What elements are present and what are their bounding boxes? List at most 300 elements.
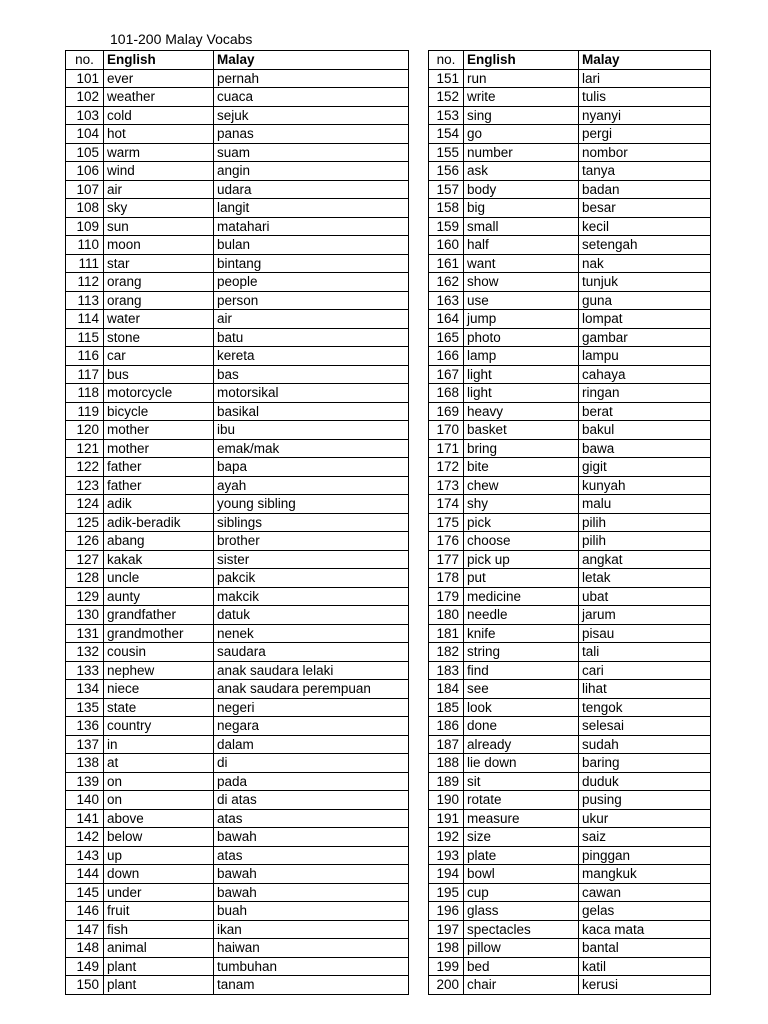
english-word: basket bbox=[464, 421, 579, 440]
table-row bbox=[66, 754, 409, 773]
english-word: size bbox=[464, 828, 579, 847]
english-word: look bbox=[464, 698, 579, 717]
table-row bbox=[429, 384, 711, 403]
table-row bbox=[429, 883, 711, 902]
row-number: 162 bbox=[429, 273, 464, 292]
table-row bbox=[66, 532, 409, 551]
row-number: 170 bbox=[429, 421, 464, 440]
table-row bbox=[429, 680, 711, 699]
malay-word: guna bbox=[579, 291, 711, 310]
english-word: adik bbox=[104, 495, 214, 514]
table-row bbox=[66, 476, 409, 495]
malay-word: cahaya bbox=[579, 365, 711, 384]
row-number: 118 bbox=[66, 384, 104, 403]
english-word: grandfather bbox=[104, 606, 214, 625]
table-header-row bbox=[66, 51, 409, 70]
english-word: niece bbox=[104, 680, 214, 699]
table-row bbox=[66, 347, 409, 366]
malay-word: tunjuk bbox=[579, 273, 711, 292]
table-row bbox=[66, 458, 409, 477]
row-number: 133 bbox=[66, 661, 104, 680]
malay-word: panas bbox=[214, 125, 409, 144]
table-row bbox=[429, 421, 711, 440]
table-row bbox=[429, 587, 711, 606]
malay-word: angkat bbox=[579, 550, 711, 569]
table-row bbox=[66, 957, 409, 976]
english-word: knife bbox=[464, 624, 579, 643]
row-number: 129 bbox=[66, 587, 104, 606]
table-row bbox=[66, 513, 409, 532]
table-row bbox=[66, 976, 409, 995]
table-row bbox=[429, 291, 711, 310]
english-word: find bbox=[464, 661, 579, 680]
english-word: half bbox=[464, 236, 579, 255]
row-number: 150 bbox=[66, 976, 104, 995]
malay-word: ayah bbox=[214, 476, 409, 495]
malay-word: air bbox=[214, 310, 409, 329]
table-row bbox=[66, 772, 409, 791]
row-number: 107 bbox=[66, 180, 104, 199]
english-word: moon bbox=[104, 236, 214, 255]
vocab-table-right bbox=[428, 50, 711, 995]
row-number: 184 bbox=[429, 680, 464, 699]
row-number: 151 bbox=[429, 69, 464, 88]
row-number: 153 bbox=[429, 106, 464, 125]
row-number: 190 bbox=[429, 791, 464, 810]
header-no: no. bbox=[66, 51, 104, 70]
english-word: country bbox=[104, 717, 214, 736]
malay-word: buah bbox=[214, 902, 409, 921]
row-number: 148 bbox=[66, 939, 104, 958]
english-word: heavy bbox=[464, 402, 579, 421]
row-number: 127 bbox=[66, 550, 104, 569]
row-number: 159 bbox=[429, 217, 464, 236]
row-number: 157 bbox=[429, 180, 464, 199]
malay-word: gelas bbox=[579, 902, 711, 921]
malay-word: matahari bbox=[214, 217, 409, 236]
table-row bbox=[66, 865, 409, 884]
english-word: pick up bbox=[464, 550, 579, 569]
row-number: 183 bbox=[429, 661, 464, 680]
row-number: 106 bbox=[66, 162, 104, 181]
english-word: wind bbox=[104, 162, 214, 181]
table-row bbox=[66, 791, 409, 810]
row-number: 134 bbox=[66, 680, 104, 699]
english-word: ask bbox=[464, 162, 579, 181]
table-row bbox=[66, 439, 409, 458]
row-number: 171 bbox=[429, 439, 464, 458]
table-row bbox=[429, 643, 711, 662]
malay-word: motorsikal bbox=[214, 384, 409, 403]
malay-word: haiwan bbox=[214, 939, 409, 958]
english-word: lie down bbox=[464, 754, 579, 773]
english-word: bowl bbox=[464, 865, 579, 884]
malay-word: people bbox=[214, 273, 409, 292]
english-word: cold bbox=[104, 106, 214, 125]
english-word: up bbox=[104, 846, 214, 865]
english-word: sky bbox=[104, 199, 214, 218]
table-row bbox=[429, 106, 711, 125]
malay-word: gambar bbox=[579, 328, 711, 347]
english-word: choose bbox=[464, 532, 579, 551]
table-row bbox=[429, 310, 711, 329]
row-number: 126 bbox=[66, 532, 104, 551]
row-number: 103 bbox=[66, 106, 104, 125]
english-word: write bbox=[464, 88, 579, 107]
english-word: string bbox=[464, 643, 579, 662]
english-word: plant bbox=[104, 957, 214, 976]
english-word: photo bbox=[464, 328, 579, 347]
malay-word: tulis bbox=[579, 88, 711, 107]
malay-word: lompat bbox=[579, 310, 711, 329]
row-number: 188 bbox=[429, 754, 464, 773]
english-word: under bbox=[104, 883, 214, 902]
malay-word: kunyah bbox=[579, 476, 711, 495]
row-number: 167 bbox=[429, 365, 464, 384]
row-number: 168 bbox=[429, 384, 464, 403]
english-word: car bbox=[104, 347, 214, 366]
table-row bbox=[66, 106, 409, 125]
english-word: run bbox=[464, 69, 579, 88]
english-word: uncle bbox=[104, 569, 214, 588]
row-number: 198 bbox=[429, 939, 464, 958]
malay-word: kaca mata bbox=[579, 920, 711, 939]
malay-word: lampu bbox=[579, 347, 711, 366]
english-word: adik-beradik bbox=[104, 513, 214, 532]
malay-word: letak bbox=[579, 569, 711, 588]
row-number: 111 bbox=[66, 254, 104, 273]
header-malay: Malay bbox=[214, 51, 409, 70]
english-word: small bbox=[464, 217, 579, 236]
table-row bbox=[429, 513, 711, 532]
table-row bbox=[429, 254, 711, 273]
table-row bbox=[66, 143, 409, 162]
row-number: 114 bbox=[66, 310, 104, 329]
row-number: 186 bbox=[429, 717, 464, 736]
malay-word: gigit bbox=[579, 458, 711, 477]
table-row bbox=[429, 402, 711, 421]
row-number: 194 bbox=[429, 865, 464, 884]
table-row bbox=[66, 125, 409, 144]
malay-word: siblings bbox=[214, 513, 409, 532]
malay-word: sister bbox=[214, 550, 409, 569]
row-number: 199 bbox=[429, 957, 464, 976]
english-word: above bbox=[104, 809, 214, 828]
table-row bbox=[66, 680, 409, 699]
table-row bbox=[66, 550, 409, 569]
table-row bbox=[66, 328, 409, 347]
english-word: rotate bbox=[464, 791, 579, 810]
english-word: kakak bbox=[104, 550, 214, 569]
malay-word: besar bbox=[579, 199, 711, 218]
table-row bbox=[429, 217, 711, 236]
english-word: water bbox=[104, 310, 214, 329]
english-word: pillow bbox=[464, 939, 579, 958]
row-number: 123 bbox=[66, 476, 104, 495]
table-row bbox=[66, 587, 409, 606]
malay-word: malu bbox=[579, 495, 711, 514]
table-row bbox=[66, 717, 409, 736]
english-word: abang bbox=[104, 532, 214, 551]
table-row bbox=[66, 624, 409, 643]
table-row bbox=[429, 69, 711, 88]
english-word: mother bbox=[104, 439, 214, 458]
english-word: nephew bbox=[104, 661, 214, 680]
english-word: plant bbox=[104, 976, 214, 995]
malay-word: sudah bbox=[579, 735, 711, 754]
english-word: medicine bbox=[464, 587, 579, 606]
malay-word: atas bbox=[214, 846, 409, 865]
table-row bbox=[429, 273, 711, 292]
malay-word: person bbox=[214, 291, 409, 310]
row-number: 138 bbox=[66, 754, 104, 773]
malay-word: anak saudara perempuan bbox=[214, 680, 409, 699]
table-row bbox=[429, 957, 711, 976]
row-number: 142 bbox=[66, 828, 104, 847]
english-word: pick bbox=[464, 513, 579, 532]
malay-word: tengok bbox=[579, 698, 711, 717]
row-number: 164 bbox=[429, 310, 464, 329]
malay-word: bas bbox=[214, 365, 409, 384]
english-word: ever bbox=[104, 69, 214, 88]
row-number: 165 bbox=[429, 328, 464, 347]
malay-word: pernah bbox=[214, 69, 409, 88]
malay-word: pilih bbox=[579, 513, 711, 532]
english-word: bus bbox=[104, 365, 214, 384]
malay-word: lari bbox=[579, 69, 711, 88]
row-number: 156 bbox=[429, 162, 464, 181]
malay-word: pinggan bbox=[579, 846, 711, 865]
english-word: spectacles bbox=[464, 920, 579, 939]
row-number: 187 bbox=[429, 735, 464, 754]
table-row bbox=[66, 939, 409, 958]
table-row bbox=[429, 328, 711, 347]
malay-word: udara bbox=[214, 180, 409, 199]
malay-word: di atas bbox=[214, 791, 409, 810]
english-word: star bbox=[104, 254, 214, 273]
table-row bbox=[66, 162, 409, 181]
row-number: 191 bbox=[429, 809, 464, 828]
table-row bbox=[429, 865, 711, 884]
table-row bbox=[66, 88, 409, 107]
row-number: 147 bbox=[66, 920, 104, 939]
malay-word: suam bbox=[214, 143, 409, 162]
table-row bbox=[429, 125, 711, 144]
malay-word: negeri bbox=[214, 698, 409, 717]
english-word: body bbox=[464, 180, 579, 199]
english-word: mother bbox=[104, 421, 214, 440]
header-no: no. bbox=[429, 51, 464, 70]
row-number: 192 bbox=[429, 828, 464, 847]
english-word: grandmother bbox=[104, 624, 214, 643]
malay-word: kecil bbox=[579, 217, 711, 236]
table-row bbox=[429, 606, 711, 625]
english-word: hot bbox=[104, 125, 214, 144]
table-row bbox=[429, 569, 711, 588]
row-number: 135 bbox=[66, 698, 104, 717]
malay-word: young sibling bbox=[214, 495, 409, 514]
english-word: animal bbox=[104, 939, 214, 958]
english-word: down bbox=[104, 865, 214, 884]
row-number: 173 bbox=[429, 476, 464, 495]
malay-word: setengah bbox=[579, 236, 711, 255]
malay-word: bawa bbox=[579, 439, 711, 458]
table-row bbox=[66, 273, 409, 292]
english-word: bicycle bbox=[104, 402, 214, 421]
table-row bbox=[429, 624, 711, 643]
table-row bbox=[429, 754, 711, 773]
table-row bbox=[429, 735, 711, 754]
malay-word: ubat bbox=[579, 587, 711, 606]
malay-word: mangkuk bbox=[579, 865, 711, 884]
table-row bbox=[429, 365, 711, 384]
malay-word: ibu bbox=[214, 421, 409, 440]
english-word: on bbox=[104, 772, 214, 791]
table-row bbox=[429, 532, 711, 551]
english-word: light bbox=[464, 365, 579, 384]
table-row bbox=[429, 439, 711, 458]
row-number: 113 bbox=[66, 291, 104, 310]
row-number: 104 bbox=[66, 125, 104, 144]
page-title: 101-200 Malay Vocabs bbox=[110, 31, 253, 47]
english-word: on bbox=[104, 791, 214, 810]
english-word: motorcycle bbox=[104, 384, 214, 403]
table-row bbox=[429, 846, 711, 865]
english-word: aunty bbox=[104, 587, 214, 606]
malay-word: tanam bbox=[214, 976, 409, 995]
english-word: father bbox=[104, 476, 214, 495]
row-number: 119 bbox=[66, 402, 104, 421]
english-word: show bbox=[464, 273, 579, 292]
row-number: 189 bbox=[429, 772, 464, 791]
row-number: 175 bbox=[429, 513, 464, 532]
row-number: 169 bbox=[429, 402, 464, 421]
vocab-table-left bbox=[65, 50, 409, 995]
table-row bbox=[66, 310, 409, 329]
row-number: 193 bbox=[429, 846, 464, 865]
table-row bbox=[66, 495, 409, 514]
english-word: orang bbox=[104, 273, 214, 292]
malay-word: nak bbox=[579, 254, 711, 273]
table-row bbox=[429, 143, 711, 162]
table-row bbox=[66, 254, 409, 273]
english-word: big bbox=[464, 199, 579, 218]
english-word: see bbox=[464, 680, 579, 699]
row-number: 172 bbox=[429, 458, 464, 477]
malay-word: saiz bbox=[579, 828, 711, 847]
english-word: lamp bbox=[464, 347, 579, 366]
row-number: 125 bbox=[66, 513, 104, 532]
table-row bbox=[429, 976, 711, 995]
english-word: number bbox=[464, 143, 579, 162]
malay-word: langit bbox=[214, 199, 409, 218]
header-english: English bbox=[464, 51, 579, 70]
row-number: 128 bbox=[66, 569, 104, 588]
malay-word: makcik bbox=[214, 587, 409, 606]
row-number: 176 bbox=[429, 532, 464, 551]
row-number: 146 bbox=[66, 902, 104, 921]
malay-word: bapa bbox=[214, 458, 409, 477]
english-word: cup bbox=[464, 883, 579, 902]
row-number: 185 bbox=[429, 698, 464, 717]
row-number: 166 bbox=[429, 347, 464, 366]
english-word: fruit bbox=[104, 902, 214, 921]
malay-word: ukur bbox=[579, 809, 711, 828]
malay-word: tanya bbox=[579, 162, 711, 181]
table-row bbox=[66, 920, 409, 939]
english-word: weather bbox=[104, 88, 214, 107]
malay-word: cari bbox=[579, 661, 711, 680]
malay-word: anak saudara lelaki bbox=[214, 661, 409, 680]
english-word: sun bbox=[104, 217, 214, 236]
row-number: 196 bbox=[429, 902, 464, 921]
table-row bbox=[66, 291, 409, 310]
malay-word: atas bbox=[214, 809, 409, 828]
malay-word: tumbuhan bbox=[214, 957, 409, 976]
row-number: 200 bbox=[429, 976, 464, 995]
row-number: 102 bbox=[66, 88, 104, 107]
malay-word: kereta bbox=[214, 347, 409, 366]
table-row bbox=[66, 217, 409, 236]
malay-word: bulan bbox=[214, 236, 409, 255]
table-row bbox=[429, 458, 711, 477]
table-row bbox=[66, 180, 409, 199]
malay-word: baring bbox=[579, 754, 711, 773]
header-english: English bbox=[104, 51, 214, 70]
malay-word: nyanyi bbox=[579, 106, 711, 125]
table-row bbox=[429, 236, 711, 255]
row-number: 178 bbox=[429, 569, 464, 588]
row-number: 105 bbox=[66, 143, 104, 162]
row-number: 141 bbox=[66, 809, 104, 828]
row-number: 182 bbox=[429, 643, 464, 662]
row-number: 140 bbox=[66, 791, 104, 810]
table-row bbox=[429, 939, 711, 958]
malay-word: bintang bbox=[214, 254, 409, 273]
malay-word: pergi bbox=[579, 125, 711, 144]
malay-word: angin bbox=[214, 162, 409, 181]
row-number: 154 bbox=[429, 125, 464, 144]
row-number: 116 bbox=[66, 347, 104, 366]
english-word: air bbox=[104, 180, 214, 199]
row-number: 115 bbox=[66, 328, 104, 347]
malay-word: nenek bbox=[214, 624, 409, 643]
row-number: 109 bbox=[66, 217, 104, 236]
table-row bbox=[429, 88, 711, 107]
table-row bbox=[66, 661, 409, 680]
malay-word: lihat bbox=[579, 680, 711, 699]
malay-word: selesai bbox=[579, 717, 711, 736]
malay-word: cawan bbox=[579, 883, 711, 902]
row-number: 195 bbox=[429, 883, 464, 902]
row-number: 160 bbox=[429, 236, 464, 255]
english-word: shy bbox=[464, 495, 579, 514]
row-number: 180 bbox=[429, 606, 464, 625]
table-row bbox=[429, 495, 711, 514]
english-word: measure bbox=[464, 809, 579, 828]
malay-word: kerusi bbox=[579, 976, 711, 995]
row-number: 144 bbox=[66, 865, 104, 884]
table-row bbox=[66, 199, 409, 218]
malay-word: bawah bbox=[214, 883, 409, 902]
english-word: father bbox=[104, 458, 214, 477]
malay-word: bawah bbox=[214, 865, 409, 884]
english-word: orang bbox=[104, 291, 214, 310]
english-word: warm bbox=[104, 143, 214, 162]
english-word: chew bbox=[464, 476, 579, 495]
malay-word: pilih bbox=[579, 532, 711, 551]
malay-word: ikan bbox=[214, 920, 409, 939]
